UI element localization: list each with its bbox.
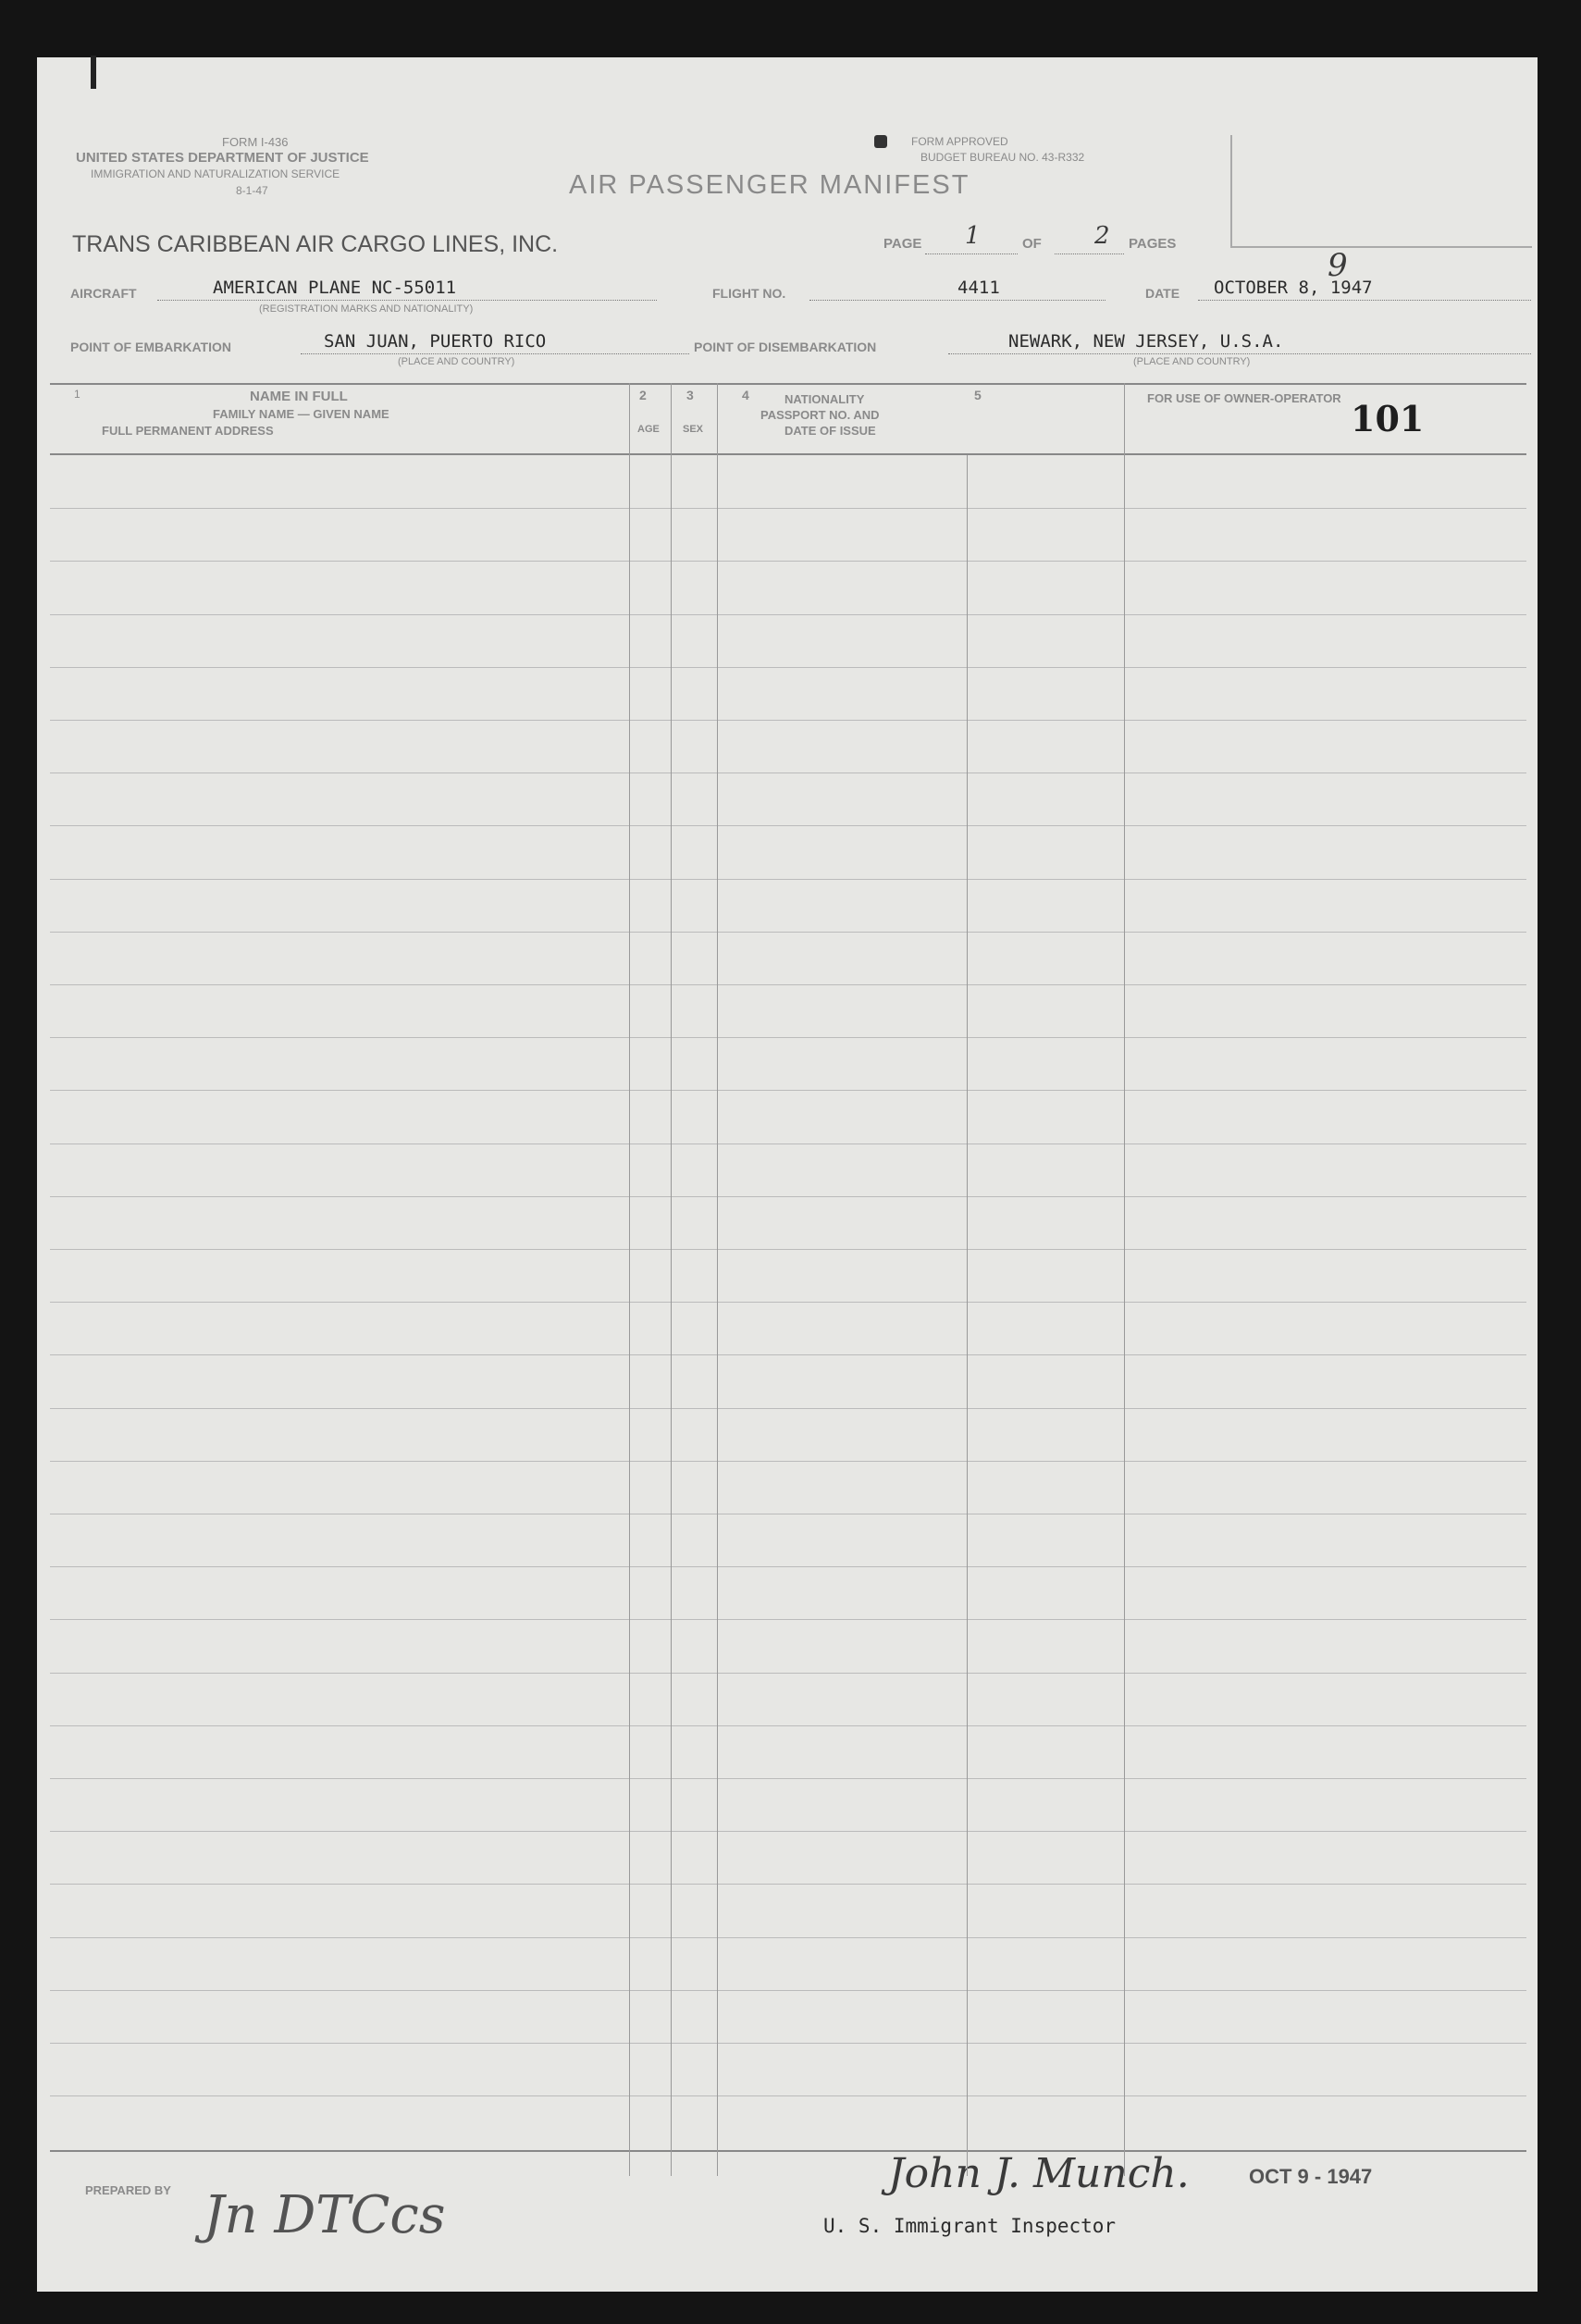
col3-header: SEX	[683, 424, 704, 435]
approval-line-1: FORM APPROVED	[911, 135, 1008, 148]
approval-line-2: BUDGET BUREAU NO. 43-R332	[920, 151, 1085, 164]
flight-number: 4411	[957, 278, 1000, 298]
page-title: AIR PASSENGER MANIFEST	[569, 170, 970, 200]
carrier-name: TRANS CARIBBEAN AIR CARGO LINES, INC.	[72, 231, 559, 257]
preparer-signature: Jn DTCcs	[204, 2185, 446, 2245]
ink-mark	[874, 135, 887, 148]
col1-number: 1	[74, 388, 80, 401]
inspector-title: U. S. Immigrant Inspector	[823, 2215, 1117, 2237]
embarkation-value: SAN JUAN, PUERTO RICO	[324, 331, 547, 352]
date-value: OCTOBER 8, 1947	[1214, 278, 1373, 298]
date-correction: 9	[1328, 247, 1348, 284]
col2-header: AGE	[637, 424, 660, 435]
col1-header-1: NAME IN FULL	[250, 389, 348, 404]
page-label: PAGE	[883, 236, 922, 252]
of-label: OF	[1022, 236, 1042, 252]
inspector-signature: John J. Munch.	[888, 2150, 1190, 2197]
disembarkation-sublabel: (PLACE AND COUNTRY)	[1133, 356, 1251, 367]
col2-number: 2	[639, 388, 647, 402]
col1-header-2: FAMILY NAME — GIVEN NAME	[213, 407, 389, 421]
aircraft-sublabel: (REGISTRATION MARKS AND NATIONALITY)	[259, 303, 474, 315]
col4-header-2: PASSPORT NO. AND	[760, 408, 880, 422]
col4-header-1: NATIONALITY	[784, 392, 865, 406]
col3-number: 3	[686, 388, 694, 402]
form-number: FORM I-436	[222, 135, 289, 149]
flight-label: FLIGHT NO.	[712, 286, 786, 301]
form-date: 8-1-47	[236, 184, 268, 197]
manifest-number: 101	[1351, 398, 1425, 439]
owner-operator-header: FOR USE OF OWNER-OPERATOR	[1147, 391, 1341, 405]
page-total: 2	[1094, 222, 1110, 250]
disembarkation-label: POINT OF DISEMBARKATION	[694, 340, 877, 354]
aircraft-value: AMERICAN PLANE NC-55011	[213, 278, 457, 298]
ink-mark	[91, 56, 96, 89]
embarkation-label: POINT OF EMBARKATION	[70, 340, 231, 354]
date-label: DATE	[1145, 286, 1180, 301]
disembarkation-value: NEWARK, NEW JERSEY, U.S.A.	[1008, 331, 1284, 352]
col5-number: 5	[974, 388, 982, 402]
owner-box	[1230, 135, 1532, 248]
prepared-by-label: PREPARED BY	[85, 2183, 171, 2197]
page-number: 1	[965, 222, 981, 250]
col1-header-3: FULL PERMANENT ADDRESS	[102, 424, 274, 438]
date-stamp: OCT 9 - 1947	[1249, 2165, 1373, 2188]
embarkation-sublabel: (PLACE AND COUNTRY)	[398, 356, 515, 367]
col4-number: 4	[742, 388, 749, 402]
col4-header-3: DATE OF ISSUE	[784, 424, 876, 438]
agency-line-2: IMMIGRATION AND NATURALIZATION SERVICE	[91, 167, 340, 180]
aircraft-label: AIRCRAFT	[70, 286, 137, 301]
agency-line-1: UNITED STATES DEPARTMENT OF JUSTICE	[76, 150, 369, 166]
pages-label: PAGES	[1129, 236, 1177, 252]
manifest-sheet	[37, 57, 1538, 2292]
